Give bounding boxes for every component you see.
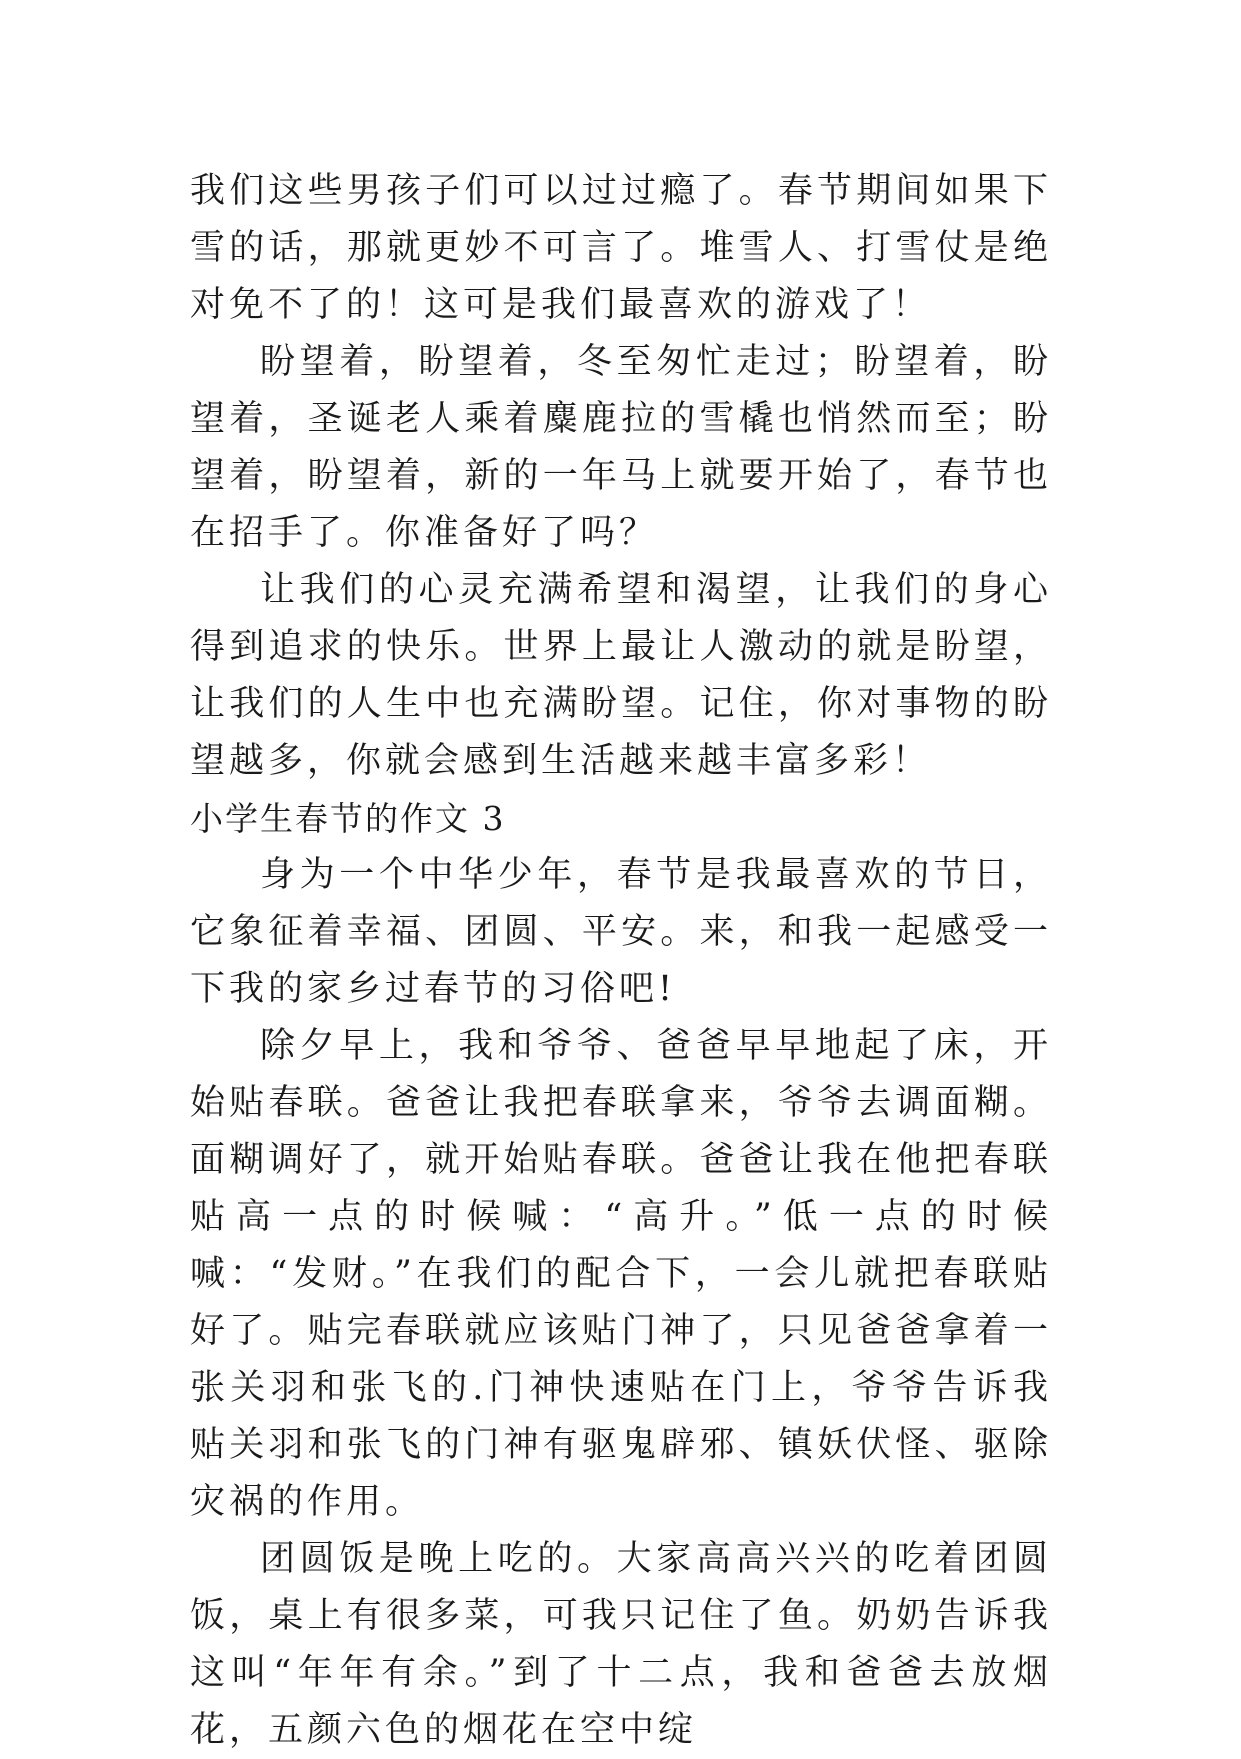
paragraph: 让我们的心灵充满希望和渴望，让我们的身心得到追求的快乐。世界上最让人激动的就是盼望，让我们的人生中也充满盼望。记住，你对事物的盼望越多，你就会感到生活越来越丰富多彩！ — [190, 570, 1052, 781]
section-heading: 小学生春节的作文 3 — [190, 799, 506, 838]
paragraph: 我们这些男孩子们可以过过瘾了。春节期间如果下雪的话，那就更妙不可言了。堆雪人、打雪仗是绝对免不了的！这可是我们最喜欢的游戏了！ — [190, 171, 1052, 325]
paragraph: 盼望着，盼望着，冬至匆忙走过；盼望着，盼望着，圣诞老人乘着麋鹿拉的雪橇也悄然而至；盼望着，盼望着，新的一年马上就要开始了，春节也在招手了。你准备好了吗？ — [190, 342, 1052, 553]
paragraph: 团圆饭是晚上吃的。大家高高兴兴的吃着团圆饭，桌上有很多菜，可我只记住了鱼。奶奶告诉我这叫“年年有余。”到了十二点，我和爸爸去放烟花，五颜六色的烟花在空中绽 — [190, 1539, 1052, 1750]
document-body — [190, 163, 1052, 1759]
paragraph: 身为一个中华少年，春节是我最喜欢的节日，它象征着幸福、团圆、平安。来，和我一起感受一下我的家乡过春节的习俗吧! — [190, 855, 1052, 1009]
paragraph: 除夕早上，我和爷爷、爸爸早早地起了床，开始贴春联。爸爸让我把春联拿来，爷爷去调面糊。面糊调好了，就开始贴春联。爸爸让我在他把春联贴高一点的时候喊：“高升。”低一点的时候喊：“发财。”在我们的配合下，一会儿就把春联贴好了。贴完春联就应该贴门神了，只见爸爸拿着一张关羽和张飞的.门神快速贴在门上，爷爷告诉我贴关羽和张飞的门神有驱鬼辟邪、镇妖伏怪、驱除灾祸的作用。 — [190, 1026, 1052, 1522]
